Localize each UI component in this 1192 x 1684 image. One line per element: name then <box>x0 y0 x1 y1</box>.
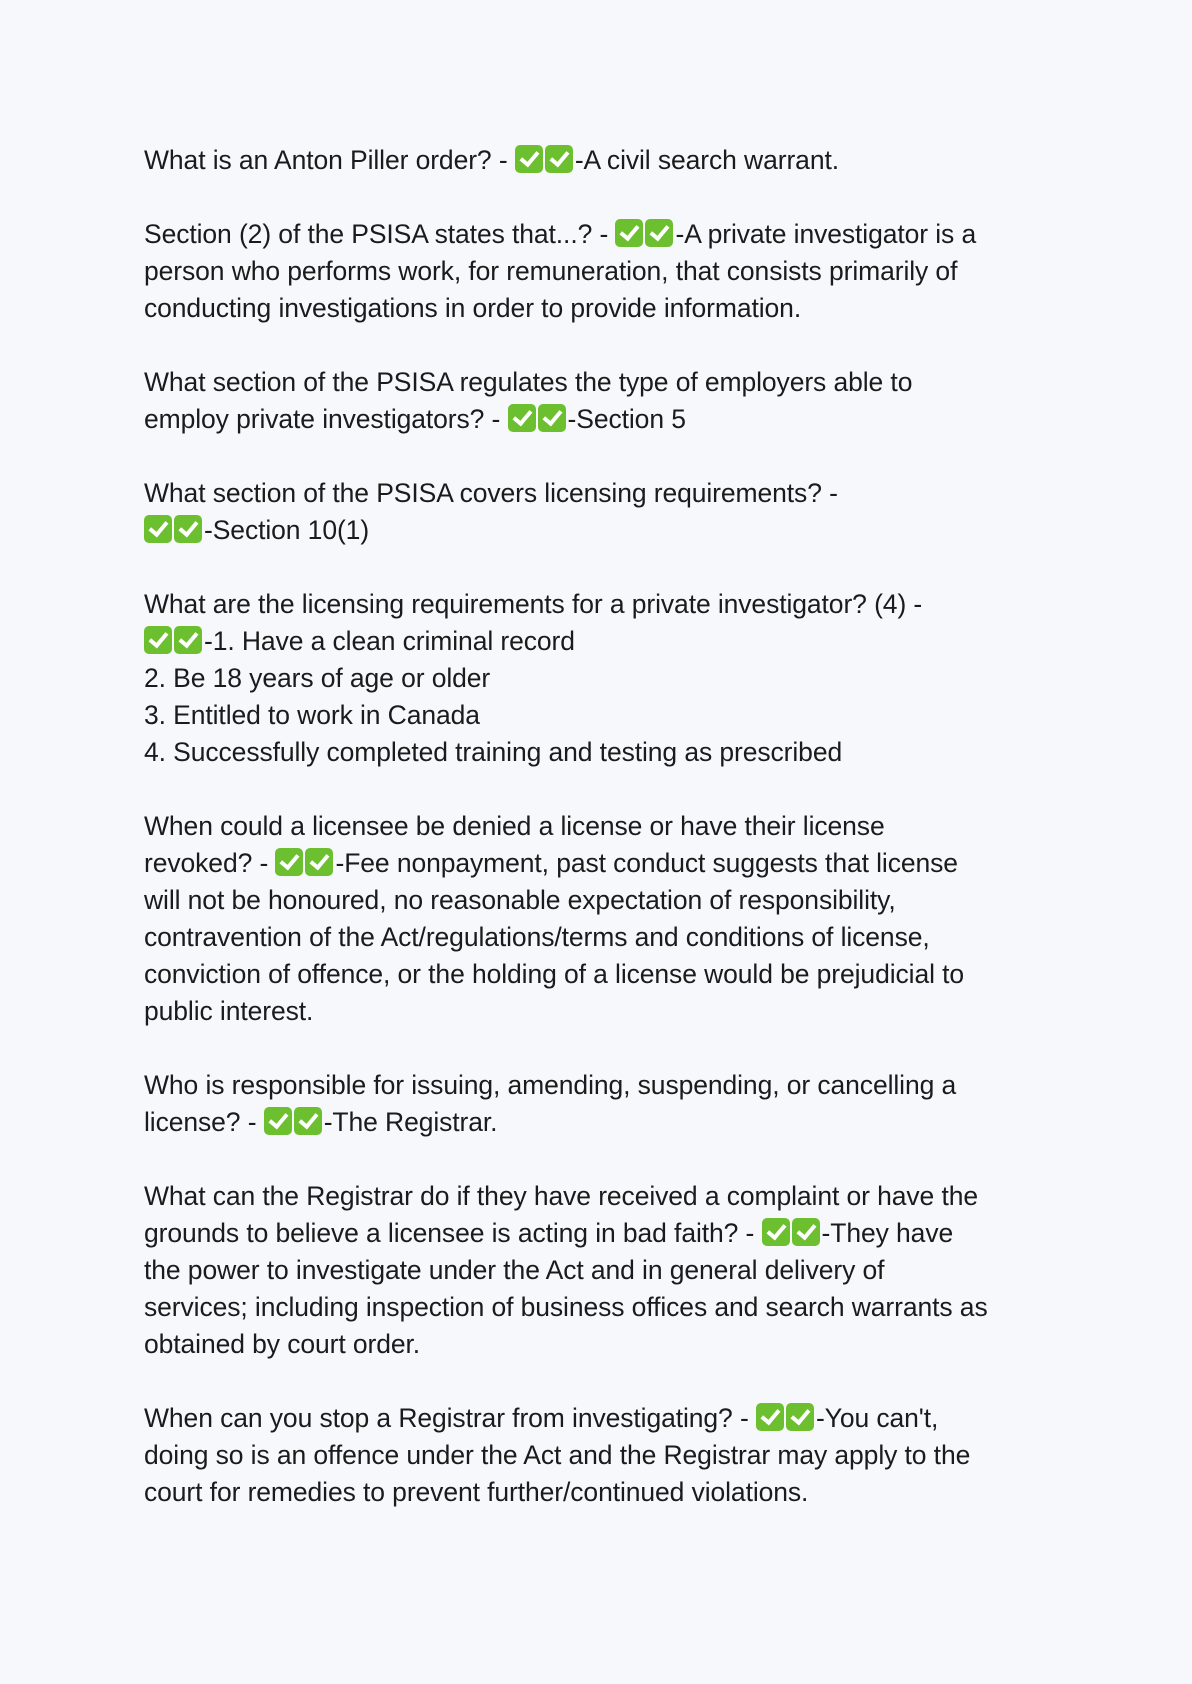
answer-text: -They have <box>821 1218 954 1248</box>
qa-line <box>144 475 1064 512</box>
checkmark-icon <box>508 404 536 432</box>
qa-line <box>144 697 1064 734</box>
line-text: conducting investigations in order to provide information. <box>144 293 802 323</box>
qa-line <box>144 1326 1064 1363</box>
qa-line <box>144 919 1064 956</box>
qa-line <box>144 660 1064 697</box>
checkmark-icon <box>545 145 573 173</box>
qa-line <box>144 290 1064 327</box>
qa-line <box>144 882 1064 919</box>
checkmark-icon <box>756 1403 784 1431</box>
line-text: When can you stop a Registrar from investigating? - <box>144 1403 756 1433</box>
checkmark-icon <box>792 1218 820 1246</box>
line-text: Who is responsible for issuing, amending, suspending, or cancelling a <box>144 1070 957 1100</box>
answer-text: -Fee nonpayment, past conduct suggests that license <box>335 848 958 878</box>
line-text: What is an Anton Piller order? - <box>144 145 515 175</box>
answer-text: -A private investigator is a <box>675 219 977 249</box>
answer-text: -Section 5 <box>567 404 686 434</box>
qa-line <box>144 1289 1064 1326</box>
qa-line <box>144 1474 1064 1511</box>
qa-line <box>144 253 1064 290</box>
answer-text: -The Registrar. <box>323 1107 498 1137</box>
qa-item <box>144 475 1064 549</box>
line-text: conviction of offence, or the holding of a license would be prejudicial to <box>144 959 965 989</box>
qa-line <box>144 1252 1064 1289</box>
checkmark-icon <box>538 404 566 432</box>
line-text: revoked? - <box>144 848 276 878</box>
checkmark-icon <box>645 219 673 247</box>
checkmark-icon <box>786 1403 814 1431</box>
line-text: 4. Successfully completed training and testing as prescribed <box>144 737 843 767</box>
checkmark-icon <box>305 848 333 876</box>
checkmark-icon <box>174 626 202 654</box>
line-text: What are the licensing requirements for a private investigator? (4) - <box>144 589 923 619</box>
checkmark-icon <box>144 626 172 654</box>
qa-item <box>144 1400 1064 1511</box>
checkmark-icon <box>515 145 543 173</box>
line-text: contravention of the Act/regulations/terms and conditions of license, <box>144 922 930 952</box>
qa-item <box>144 364 1064 438</box>
qa-line <box>144 1178 1064 1215</box>
answer-text: -A civil search warrant. <box>574 145 839 175</box>
qa-line <box>144 401 1064 438</box>
answer-text: -You can't, <box>815 1403 939 1433</box>
qa-item <box>144 142 1064 179</box>
line-text: grounds to believe a licensee is acting in bad faith? - <box>144 1218 762 1248</box>
checkmark-icon <box>174 515 202 543</box>
line-text: will not be honoured, no reasonable expectation of responsibility, <box>144 885 896 915</box>
checkmark-icon <box>615 219 643 247</box>
answer-text: -Section 10(1) <box>204 515 370 545</box>
answer-text: -1. Have a clean criminal record <box>204 626 575 656</box>
line-text: license? - <box>144 1107 264 1137</box>
checkmark-icon <box>762 1218 790 1246</box>
line-text: obtained by court order. <box>144 1329 421 1359</box>
line-text: court for remedies to prevent further/continued violations. <box>144 1477 809 1507</box>
qa-line <box>144 623 1064 660</box>
line-text: 3. Entitled to work in Canada <box>144 700 480 730</box>
line-text: public interest. <box>144 996 314 1026</box>
line-text: person who performs work, for remuneration, that consists primarily of <box>144 256 958 286</box>
qa-line <box>144 586 1064 623</box>
line-text: 2. Be 18 years of age or older <box>144 663 491 693</box>
qa-line <box>144 808 1064 845</box>
qa-item <box>144 1067 1064 1141</box>
qa-line <box>144 1215 1064 1252</box>
line-text: What can the Registrar do if they have received a complaint or have the <box>144 1181 978 1211</box>
checkmark-icon <box>144 515 172 543</box>
qa-item <box>144 1178 1064 1363</box>
checkmark-icon <box>275 848 303 876</box>
qa-line <box>144 512 1064 549</box>
qa-line <box>144 216 1064 253</box>
qa-line <box>144 1104 1064 1141</box>
line-text: doing so is an offence under the Act and the Registrar may apply to the <box>144 1440 971 1470</box>
line-text: When could a licensee be denied a license or have their license <box>144 811 885 841</box>
qa-item <box>144 216 1064 327</box>
line-text: employ private investigators? - <box>144 404 508 434</box>
qa-line <box>144 993 1064 1030</box>
qa-line <box>144 845 1064 882</box>
qa-item <box>144 586 1064 771</box>
line-text: Section (2) of the PSISA states that...? - <box>144 219 616 249</box>
qa-item <box>144 808 1064 1030</box>
line-text: the power to investigate under the Act and in general delivery of <box>144 1255 885 1285</box>
qa-list <box>144 142 1064 1548</box>
checkmark-icon <box>294 1107 322 1135</box>
qa-line <box>144 364 1064 401</box>
line-text: What section of the PSISA covers licensing requirements? - <box>144 478 838 508</box>
checkmark-icon <box>264 1107 292 1135</box>
qa-line <box>144 956 1064 993</box>
line-text: services; including inspection of business offices and search warrants as <box>144 1292 988 1322</box>
qa-line <box>144 734 1064 771</box>
qa-line <box>144 142 1064 179</box>
qa-line <box>144 1437 1064 1474</box>
qa-line <box>144 1067 1064 1104</box>
qa-line <box>144 1400 1064 1437</box>
line-text: What section of the PSISA regulates the type of employers able to <box>144 367 913 397</box>
